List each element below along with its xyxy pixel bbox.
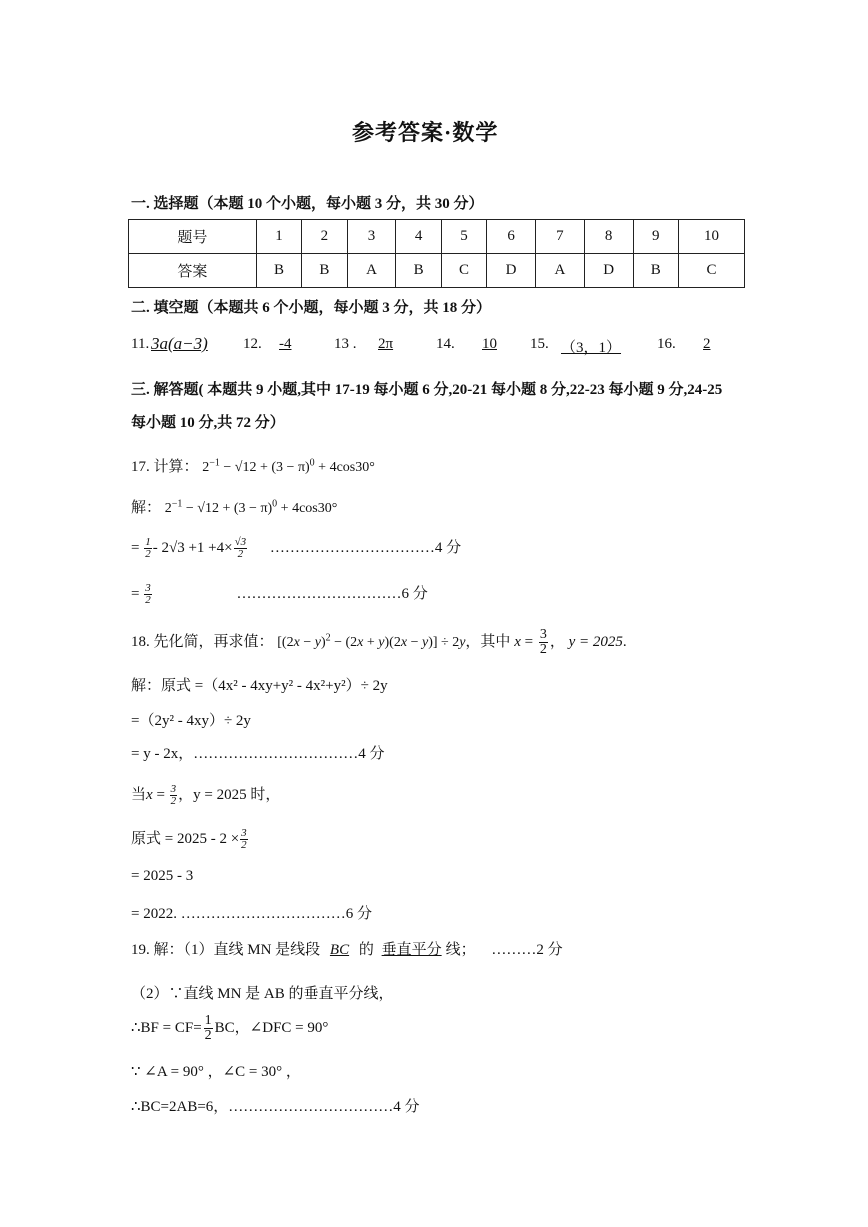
q19-angles: ∵ ∠A = 90° ，∠C = 30° ， [131, 1064, 301, 1080]
section3-heading-line2: 每小题 10 分,共 72 分） [131, 415, 285, 431]
row-label: 题号 [129, 220, 257, 254]
q18-step1: 解：原式 =（4x² - 4xy+y² - 4x²+y²）÷ 2y [131, 678, 388, 694]
q19-bc: ∴BC=2AB=6，……………………………4 分 [131, 1099, 420, 1115]
q17-solution-line2: = $\frac{1}{2}$ - 2√3 +1 +4× $\frac{√3}{2}$ ……………………………4 分 [131, 536, 462, 561]
q17-solution-line3: = $\frac{3}{2}$ ……………………………6 分 [131, 582, 428, 607]
q18-step5: = 2025 - 3 [131, 868, 194, 884]
question-number-cell: 1 [256, 220, 301, 254]
q16-answer: 2 [703, 336, 711, 352]
q18-step6: = 2022. ……………………………6 分 [131, 906, 372, 922]
q19-points-2: ………2 分 [491, 942, 563, 958]
q19-part1: 19. 解：（1）直线 MN 是线段 BC 的 垂直平分 线； ………2 分 [131, 942, 563, 958]
q15-label: 15. [530, 336, 549, 352]
answer-table [128, 219, 745, 288]
q17-solution-line1: 解： $2^{-1} - √12 + (3 - \pi)^0 + 4\cos 30^\circ$ [131, 498, 338, 516]
q18-step4: 原式 = 2025 - 2 × $\frac{3}{2}$ [131, 827, 247, 852]
q11-answer: 3a(a−3) [151, 334, 208, 353]
q18-when: 当x = $\frac{3}{2}$ ，y = 2025 时， [131, 783, 281, 808]
q19-segment: BC [329, 942, 350, 958]
question-number-cell: 4 [396, 220, 441, 254]
answer-cell: B [256, 254, 301, 288]
q14-label: 14. [436, 336, 455, 352]
q15-answer: （3，1） [561, 340, 622, 356]
answer-cell: C [441, 254, 486, 288]
question-number-cell: 8 [584, 220, 633, 254]
q11-label: 11. [131, 336, 150, 352]
q12-answer: -4 [279, 336, 292, 352]
question-number-cell: 6 [487, 220, 536, 254]
q18-expression: $[(2x - y)^2 - (2x + y)(2x - y)] \div 2y$ [277, 632, 466, 650]
q19-bf-cf: ∴BF = CF= $\frac{1}{2}$ BC，∠DFC = 90° [131, 1013, 329, 1043]
question-number-cell: 10 [678, 220, 744, 254]
answer-cell: D [487, 254, 536, 288]
question-number-cell: 9 [633, 220, 678, 254]
page-title: 参考答案·数学 [352, 120, 499, 145]
answer-cell: A [535, 254, 584, 288]
q16-label: 16. [657, 336, 676, 352]
q17-label: 17. 计算： $2^{-1} - √12 + (3 - \pi)^0 + 4\cos 30^\circ$ [131, 457, 375, 475]
table-row [129, 220, 745, 254]
q18-y-value: y = 2025 [568, 633, 623, 650]
question-number-cell: 3 [347, 220, 396, 254]
fill-blank-answers [131, 336, 751, 358]
table-row [129, 254, 745, 288]
q17-expression: $2^{-1} - √12 + (3 - \pi)^0 + 4\cos 30^\circ$ [202, 457, 375, 475]
question-number-cell: 5 [441, 220, 486, 254]
section2-heading: 二. 填空题（本题共 6 个小题，每小题 3 分，共 18 分） [131, 300, 492, 316]
section3-heading-line1: 三. 解答题( 本题共 9 小题,其中 17-19 每小题 6 分,20-21 每小题 8 分,22-23 每小题 9 分,24-25 [131, 382, 723, 398]
answer-cell: C [678, 254, 744, 288]
answer-cell: D [584, 254, 633, 288]
q17-points-4: ……………………………4 分 [269, 540, 462, 556]
q12-label: 12. [243, 336, 262, 352]
q18-label: 18. 先化简，再求值： $[(2x - y)^2 - (2x + y)(2x - y)] \div 2y$，其中 x = $\frac{3}{2}$ ， y = 2025. [131, 627, 627, 657]
answer-cell: B [633, 254, 678, 288]
q19-part2: （2）∵直线 MN 是 AB 的垂直平分线， [131, 986, 394, 1002]
q14-answer: 10 [482, 336, 497, 352]
section1-heading: 一. 选择题（本题 10 个小题，每小题 3 分，共 30 分） [131, 196, 484, 212]
q19-perpendicular: 垂直平分 [381, 942, 442, 958]
answer-cell: B [396, 254, 441, 288]
q18-step2: =（2y² - 4xy）÷ 2y [131, 713, 251, 729]
answer-cell: A [347, 254, 396, 288]
q13-label: 13 . [334, 336, 357, 352]
answer-cell: B [302, 254, 347, 288]
question-number-cell: 2 [302, 220, 347, 254]
q13-answer: 2π [378, 336, 394, 352]
q17-points-6: ……………………………6 分 [236, 586, 428, 602]
question-number-cell: 7 [535, 220, 584, 254]
row-label: 答案 [129, 254, 257, 288]
q18-step3: = y - 2x，……………………………4 分 [131, 746, 385, 762]
